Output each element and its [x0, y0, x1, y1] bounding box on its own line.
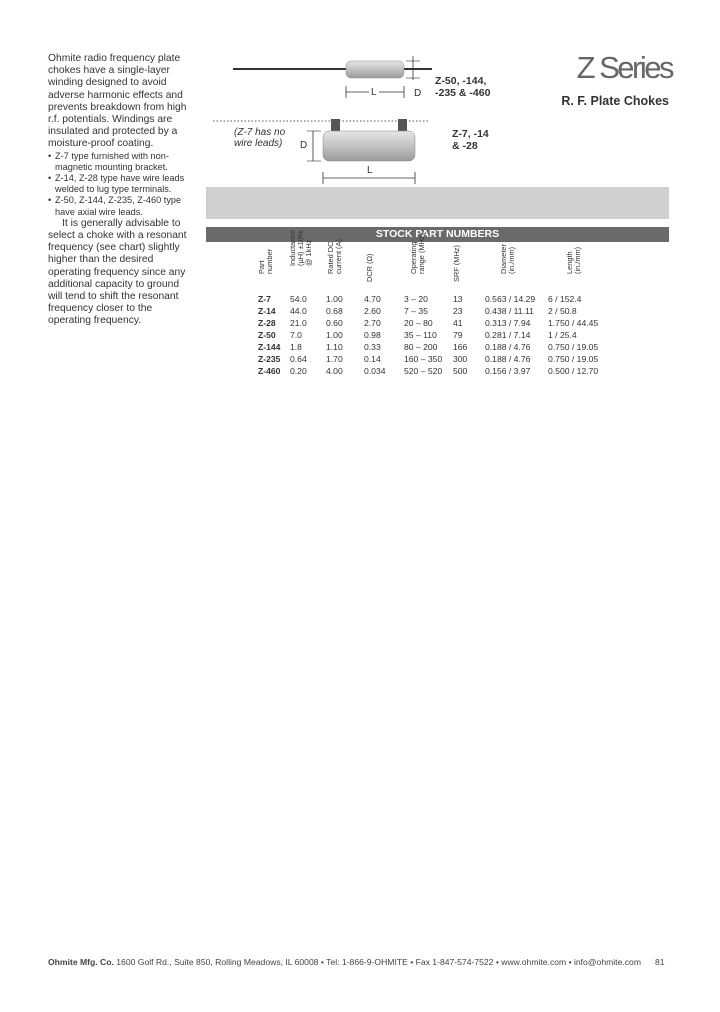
- cell-length: 2 / 50.8: [548, 306, 577, 316]
- footer-company: Ohmite Mfg. Co.: [48, 957, 114, 967]
- cell-length: 0.750 / 19.05: [548, 342, 599, 352]
- cell-dcr: 2.60: [364, 306, 381, 316]
- cell-part: Z-50: [258, 330, 276, 340]
- cell-inductance: 7.0: [290, 330, 302, 340]
- cell-range: 520 – 520: [404, 366, 443, 376]
- cell-srf: 23: [453, 306, 463, 316]
- stock-table-title: STOCK PART NUMBERS: [206, 227, 669, 242]
- cell-part: Z-7: [258, 294, 271, 304]
- table-row: [258, 306, 638, 318]
- top-dim-l-label: L: [371, 87, 377, 98]
- feature-bullet: • Z-50, Z-144, Z-235, Z-460 type have axial wire leads.: [48, 195, 196, 217]
- cell-length: 0.500 / 12.70: [548, 366, 599, 376]
- cell-current: 4.00: [326, 366, 343, 376]
- series-title: Z Series: [576, 50, 672, 85]
- cell-current: 0.60: [326, 318, 343, 328]
- bottom-dim-l-label: L: [367, 165, 373, 176]
- cell-inductance: 1.8: [290, 342, 302, 352]
- cell-current: 1.10: [326, 342, 343, 352]
- page-footer: [48, 957, 672, 967]
- product-subtitle: R. F. Plate Chokes: [561, 94, 669, 108]
- cell-part: Z-14: [258, 306, 276, 316]
- cell-part: Z-460: [258, 366, 281, 376]
- z7-note: (Z-7 has no wire leads): [234, 127, 286, 149]
- cell-diameter: 0.156 / 3.97: [485, 366, 531, 376]
- feature-bullet: • Z-14, Z-28 type have wire leads welded to lug type terminals.: [48, 173, 196, 195]
- table-row: [258, 294, 638, 306]
- table-row: [258, 318, 638, 330]
- cell-inductance: 0.20: [290, 366, 307, 376]
- intro-paragraph: Ohmite radio frequency plate chokes have a single-layer winding designed to avoid adverse harmonic effects and prevents breakdown from high r.f. potentials. Windings are insulated and protected by a moisture-proof coating.: [48, 53, 187, 150]
- table-row: [258, 342, 638, 354]
- cell-dcr: 0.034: [364, 366, 386, 376]
- cell-inductance: 54.0: [290, 294, 307, 304]
- choke-dimension-diagram: [0, 0, 720, 190]
- cell-range: 3 – 20: [404, 294, 428, 304]
- cell-dcr: 0.33: [364, 342, 381, 352]
- top-dim-d-label: D: [414, 88, 422, 99]
- footer-contact-details: 1600 Golf Rd., Suite 850, Rolling Meadows, IL 60008 • Tel: 1-866-9-OHMITE • Fax 1-847-574-7522 • www.ohmite.com • info@ohmite.com: [116, 957, 641, 967]
- cell-length: 1 / 25.4: [548, 330, 577, 340]
- cell-srf: 41: [453, 318, 463, 328]
- cell-srf: 500: [453, 366, 468, 376]
- cell-diameter: 0.313 / 7.94: [485, 318, 531, 328]
- cell-srf: 79: [453, 330, 463, 340]
- cell-length: 1.750 / 44.45: [548, 318, 599, 328]
- cell-inductance: 0.64: [290, 354, 307, 364]
- cell-diameter: 0.281 / 7.14: [485, 330, 531, 340]
- bottom-choke-label: Z-7, -14 & -28: [452, 128, 489, 152]
- cell-dcr: 0.14: [364, 354, 381, 364]
- table-row: [258, 354, 638, 366]
- cell-inductance: 44.0: [290, 306, 307, 316]
- cell-part: Z-28: [258, 318, 276, 328]
- cell-range: 80 – 200: [404, 342, 438, 352]
- cell-diameter: 0.563 / 14.29: [485, 294, 536, 304]
- page-number: 81: [655, 957, 665, 967]
- table-row: [258, 366, 638, 378]
- cell-dcr: 4.70: [364, 294, 381, 304]
- cell-range: 160 – 350: [404, 354, 443, 364]
- grey-banner: [206, 187, 669, 219]
- cell-current: 1.00: [326, 330, 343, 340]
- cell-length: 6 / 152.4: [548, 294, 582, 304]
- cell-part: Z-235: [258, 354, 281, 364]
- cell-srf: 166: [453, 342, 468, 352]
- cell-current: 1.00: [326, 294, 343, 304]
- cell-diameter: 0.188 / 4.76: [485, 342, 531, 352]
- cell-range: 35 – 110: [404, 330, 437, 340]
- cell-range: 7 – 35: [404, 306, 428, 316]
- cell-inductance: 21.0: [290, 318, 307, 328]
- bottom-dim-d-label: D: [300, 140, 308, 151]
- cell-srf: 300: [453, 354, 468, 364]
- feature-bullet: • Z-7 type furnished with non-magnetic mounting bracket.: [48, 151, 196, 173]
- axial-choke-body: [346, 61, 404, 78]
- cell-range: 20 – 80: [404, 318, 433, 328]
- lug-choke-body: [323, 131, 415, 161]
- cell-part: Z-144: [258, 342, 281, 352]
- cell-length: 0.750 / 19.05: [548, 354, 599, 364]
- top-choke-label: Z-50, -144, -235 & -460: [435, 75, 491, 99]
- table-row: [258, 330, 638, 342]
- cell-current: 1.70: [326, 354, 343, 364]
- cell-dcr: 2.70: [364, 318, 381, 328]
- cell-srf: 13: [453, 294, 463, 304]
- cell-diameter: 0.188 / 4.76: [485, 354, 531, 364]
- cell-current: 0.68: [326, 306, 343, 316]
- cell-dcr: 0.98: [364, 330, 381, 340]
- cell-diameter: 0.438 / 11.11: [485, 306, 534, 316]
- selection-advice-paragraph: It is generally advisable to select a choke with a resonant frequency (see chart) slightly higher than the desired operating frequency since any additional capacity to ground will tend to shift the resonant frequency closer to the operating frequency.: [48, 217, 187, 327]
